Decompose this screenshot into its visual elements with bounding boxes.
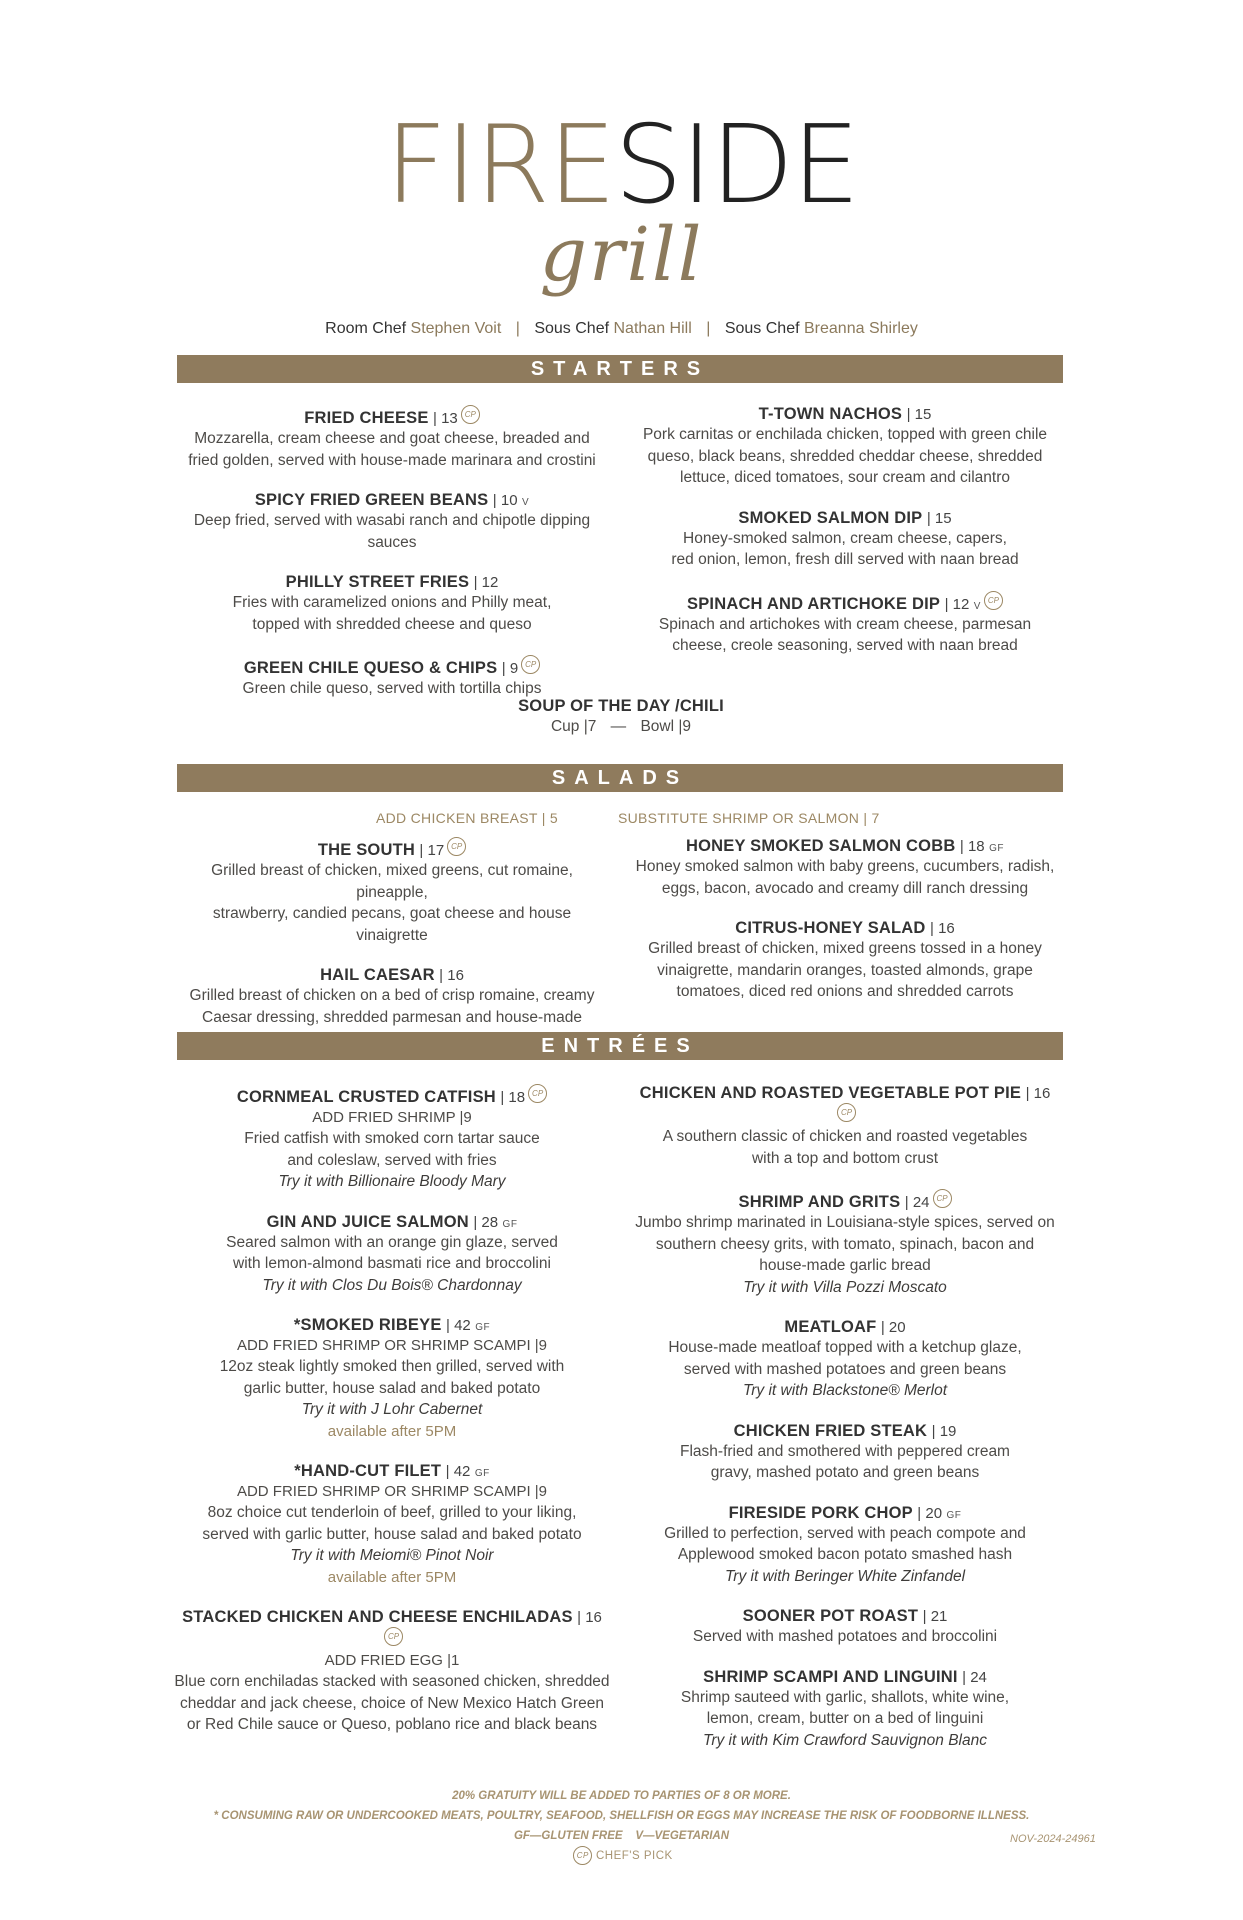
diet-legend: GF—GLUTEN FREE V—VEGETARIAN xyxy=(513,1830,730,1842)
item-name: THE SOUTH xyxy=(317,841,415,859)
item-description: Fries with caramelized onions and Philly meat, xyxy=(232,594,552,611)
chef-role: Sous Chef xyxy=(724,320,800,337)
item-title-line xyxy=(177,405,607,428)
item-description: Shrimp sauteed with garlic, shallots, white wine, xyxy=(680,1688,1010,1706)
chefs-pick-legend xyxy=(0,1846,1243,1866)
menu-item xyxy=(630,591,1060,657)
item-description: Blue corn enchiladas stacked with seasoned chicken, shredded xyxy=(174,1673,610,1690)
item-description: or Red Chile sauce or Queso, poblano rice and black beans xyxy=(186,1716,598,1733)
menu-item xyxy=(630,1607,1060,1648)
item-description: house-made garlic bread xyxy=(759,1257,931,1274)
item-title-line xyxy=(177,573,607,592)
wine-pairing: Try it with Blackstone® Merlot xyxy=(742,1382,948,1399)
item-name: STACKED CHICKEN AND CHEESE ENCHILADAS xyxy=(182,1608,573,1626)
item-description: Seared salmon with an orange gin glaze, served xyxy=(226,1233,558,1251)
item-price: | 12 xyxy=(944,595,970,613)
item-description: Honey-smoked salmon, cream cheese, capers, xyxy=(683,529,1007,547)
item-description: cheese, creole seasoning, served with naan bread xyxy=(672,637,1018,654)
item-price: | 15 xyxy=(926,509,952,527)
menu-item xyxy=(630,837,1060,899)
salads-right-column xyxy=(630,837,1060,1023)
item-description: Applewood smoked bacon potato smashed hash xyxy=(677,1546,1013,1563)
item-name: HONEY SMOKED SALMON COBB xyxy=(686,837,956,855)
item-title-line xyxy=(172,1084,612,1107)
item-name: CHICKEN AND ROASTED VEGETABLE POT PIE xyxy=(639,1084,1022,1102)
starters-left-column xyxy=(177,405,607,720)
item-title-line xyxy=(630,1318,1060,1337)
wine-pairing: Try it with Beringer White Zinfandel xyxy=(724,1567,966,1585)
item-name: SHRIMP AND GRITS xyxy=(738,1193,901,1211)
chef-role: Room Chef xyxy=(325,320,407,337)
menu-item xyxy=(172,1316,612,1442)
item-description: gravy, mashed potato and green beans xyxy=(710,1464,980,1481)
item-name: SMOKED SALMON DIP xyxy=(738,508,923,527)
soup-cup-price: Cup |7 xyxy=(550,718,597,735)
chefs-pick-icon: CP xyxy=(521,655,540,674)
item-price: | 16 xyxy=(1025,1085,1051,1102)
item-addon: ADD FRIED SHRIMP OR SHRIMP SCAMPI |9 xyxy=(236,1337,548,1354)
salad-addon-chicken: ADD CHICKEN BREAST | 5 xyxy=(376,810,558,826)
wine-pairing: Try it with Meiomi® Pinot Noir xyxy=(290,1547,494,1564)
item-description: Green chile queso, served with tortilla chips xyxy=(242,680,542,697)
item-price: | 9 xyxy=(501,660,519,677)
item-description: with lemon-almond basmati rice and broccolini xyxy=(233,1255,551,1272)
section-header-salads: SALADS xyxy=(177,764,1063,792)
chefs-pick-icon: CP xyxy=(984,591,1003,610)
logo-side: SIDE xyxy=(614,103,859,228)
chef-name: Breanna Shirley xyxy=(804,320,918,337)
chef-credits xyxy=(0,320,1243,338)
menu-item xyxy=(630,1504,1060,1588)
item-name: SOUP OF THE DAY /CHILI xyxy=(518,697,724,715)
item-price: | 16 xyxy=(439,967,464,984)
menu-item xyxy=(177,837,607,946)
menu-item xyxy=(630,1189,1060,1298)
item-price: | 16 xyxy=(930,920,955,937)
item-name: GREEN CHILE QUESO & CHIPS xyxy=(243,659,498,677)
item-price: | 24 xyxy=(904,1194,930,1211)
item-title-line xyxy=(630,1084,1060,1126)
diet-mark: GF xyxy=(946,1509,962,1521)
chef-name: Stephen Voit xyxy=(410,320,502,337)
item-title-line xyxy=(630,1607,1060,1626)
item-description: Served with mashed potatoes and broccolini xyxy=(692,1628,998,1645)
item-title-line xyxy=(630,919,1060,938)
item-price: | 16 xyxy=(577,1609,602,1626)
section-header-starters: STARTERS xyxy=(177,355,1063,383)
chefs-pick-icon: CP xyxy=(461,405,480,424)
item-description: vinaigrette, mandarin oranges, toasted almonds, grape xyxy=(657,961,1033,979)
item-price: | 28 xyxy=(473,1213,499,1231)
menu-item xyxy=(630,509,1060,571)
item-price: | 18 xyxy=(959,838,985,855)
wine-pairing: Try it with Billionaire Bloody Mary xyxy=(278,1173,506,1190)
item-description: lemon, cream, butter on a bed of linguini xyxy=(706,1710,984,1727)
menu-item xyxy=(630,1084,1060,1169)
soup-sizes xyxy=(421,716,821,738)
item-title-line xyxy=(172,1608,612,1650)
item-description: fried golden, served with house-made marinara and crostini xyxy=(188,451,596,469)
item-addon: ADD FRIED SHRIMP OR SHRIMP SCAMPI |9 xyxy=(236,1483,548,1500)
menu-item xyxy=(630,405,1060,489)
item-title-line xyxy=(630,1668,1060,1687)
item-name: CORNMEAL CRUSTED CATFISH xyxy=(236,1088,496,1106)
item-description: Honey smoked salmon with baby greens, cucumbers, radish, xyxy=(635,858,1055,875)
item-title-line xyxy=(172,1462,612,1481)
item-description: tomatoes, diced red onions and shredded carrots xyxy=(676,983,1014,1000)
item-name: SOONER POT ROAST xyxy=(742,1607,919,1625)
item-name: PHILLY STREET FRIES xyxy=(285,573,470,591)
menu-code: NOV-2024-24961 xyxy=(1010,1833,1096,1845)
item-name: FRIED CHEESE xyxy=(304,409,429,427)
item-title-line xyxy=(630,1189,1060,1212)
logo-script: grill xyxy=(539,212,704,298)
item-price: | 42 xyxy=(446,1317,471,1334)
item-description: lettuce, diced tomatoes, sour cream and cilantro xyxy=(680,469,1010,486)
item-price: | 42 xyxy=(445,1463,471,1480)
item-name: CITRUS-HONEY SALAD xyxy=(735,919,926,937)
item-price: | 13 xyxy=(433,410,458,427)
item-description: Grilled breast of chicken on a bed of crisp romaine, creamy xyxy=(189,987,595,1004)
entrees-right-column xyxy=(630,1084,1060,1771)
item-description: House-made meatloaf topped with a ketchup glaze, xyxy=(668,1339,1022,1356)
item-description: Mozzarella, cream cheese and goat cheese, breaded and xyxy=(194,430,590,447)
chef-separator: | xyxy=(515,320,520,337)
item-price: | 15 xyxy=(906,406,932,423)
item-title-line xyxy=(177,491,607,510)
menu-item xyxy=(177,573,607,635)
chef-name: Nathan Hill xyxy=(613,320,692,337)
item-description: topped with shredded cheese and queso xyxy=(252,615,532,633)
wine-pairing: Try it with Clos Du Bois® Chardonnay xyxy=(262,1276,522,1294)
item-price: | 21 xyxy=(922,1608,948,1625)
item-price: | 18 xyxy=(500,1089,526,1106)
menu-item xyxy=(172,1608,612,1736)
item-description: served with mashed potatoes and green beans xyxy=(683,1360,1007,1378)
menu-item xyxy=(630,919,1060,1003)
item-name: SHRIMP SCAMPI AND LINGUINI xyxy=(703,1667,958,1686)
item-title-line xyxy=(177,655,607,678)
item-title-line xyxy=(172,1213,612,1232)
salad-addon-shrimp: SUBSTITUTE SHRIMP OR SALMON | 7 xyxy=(618,810,880,826)
menu-item xyxy=(177,655,607,700)
item-description: southern cheesy grits, with tomato, spinach, bacon and xyxy=(655,1235,1035,1253)
wine-pairing: Try it with Villa Pozzi Moscato xyxy=(743,1278,947,1296)
availability-note: available after 5PM xyxy=(327,1568,457,1586)
chefs-pick-icon: CP xyxy=(447,837,466,856)
menu-item xyxy=(172,1462,612,1588)
item-description: 8oz choice cut tenderloin of beef, grilled to your liking, xyxy=(207,1504,577,1521)
menu-item xyxy=(177,491,607,553)
menu-item xyxy=(177,405,607,471)
starters-right-column xyxy=(630,405,1060,677)
menu-item xyxy=(630,1318,1060,1402)
item-description: Jumbo shrimp marinated in Louisiana-style spices, served on xyxy=(635,1214,1055,1231)
item-description: eggs, bacon, avocado and creamy dill ranch dressing xyxy=(661,879,1029,897)
diet-mark: V xyxy=(973,600,981,612)
item-name: *HAND-CUT FILET xyxy=(294,1462,442,1480)
item-price: | 24 xyxy=(962,1668,987,1686)
wine-pairing: Try it with J Lohr Cabernet xyxy=(301,1401,483,1418)
item-name: FIRESIDE PORK CHOP xyxy=(728,1503,913,1522)
item-title-line xyxy=(630,509,1060,528)
chefs-pick-icon: CP xyxy=(528,1084,547,1103)
diet-mark: GF xyxy=(989,843,1004,854)
item-name: HAIL CAESAR xyxy=(320,966,435,984)
availability-note: available after 5PM xyxy=(327,1422,457,1440)
item-description: served with garlic butter, house salad and baked potato xyxy=(202,1525,582,1543)
item-title-line xyxy=(177,966,607,985)
item-description: red onion, lemon, fresh dill served with naan bread xyxy=(671,551,1019,568)
item-title-line xyxy=(177,837,607,860)
chefs-pick-icon: CP xyxy=(573,1846,592,1865)
item-description: Flash-fried and smothered with peppered cream xyxy=(680,1442,1010,1460)
foodborne-warning: * CONSUMING RAW OR UNDERCOOKED MEATS, POULTRY, SEAFOOD, SHELLFISH OR EGGS MAY INCREASE THE RISK OF FOODBORNE ILLNESS. xyxy=(213,1810,1030,1822)
gratuity-note: 20% GRATUITY WILL BE ADDED TO PARTIES OF 8 OR MORE. xyxy=(452,1790,791,1802)
logo-wordmark xyxy=(0,103,1243,228)
item-name: SPICY FRIED GREEN BEANS xyxy=(254,491,489,509)
item-description: garlic butter, house salad and baked potato xyxy=(243,1379,541,1397)
item-price: | 20 xyxy=(917,1504,943,1522)
item-price: | 12 xyxy=(473,574,499,591)
item-description: A southern classic of chicken and roasted vegetables xyxy=(662,1128,1028,1145)
chef-role: Sous Chef xyxy=(534,320,610,337)
item-description: Caesar dressing, shredded parmesan and house-made xyxy=(202,1008,582,1026)
chefs-pick-icon: CP xyxy=(384,1627,403,1646)
item-name: SPINACH AND ARTICHOKE DIP xyxy=(687,594,941,613)
item-description: Deep fried, served with wasabi ranch and chipotle dipping sauces xyxy=(193,512,591,551)
wine-pairing: Try it with Kim Crawford Sauvignon Blanc xyxy=(703,1731,987,1749)
menu-footer xyxy=(0,1786,1243,1866)
soup-dash: — xyxy=(610,718,627,735)
item-addon: ADD FRIED SHRIMP |9 xyxy=(312,1109,472,1126)
item-price: | 10 xyxy=(492,492,518,509)
item-name: *SMOKED RIBEYE xyxy=(293,1316,442,1334)
item-name: GIN AND JUICE SALMON xyxy=(266,1212,469,1231)
restaurant-logo xyxy=(0,103,1243,298)
item-name: T-TOWN NACHOS xyxy=(758,405,903,423)
chefs-pick-label: CHEF'S PICK xyxy=(595,1850,673,1862)
logo-fire: FIRE xyxy=(384,103,615,228)
item-description: and coleslaw, served with fries xyxy=(287,1151,497,1169)
item-description: with a top and bottom crust xyxy=(751,1149,939,1167)
menu-item xyxy=(630,1422,1060,1484)
item-description: Grilled breast of chicken, mixed greens, cut romaine, pineapple, xyxy=(211,862,573,901)
diet-mark: GF xyxy=(474,1468,490,1479)
chef-separator: | xyxy=(706,320,711,337)
item-description: Grilled breast of chicken, mixed greens tossed in a honey xyxy=(648,940,1042,957)
item-title-line xyxy=(630,837,1060,856)
section-header-entrees: ENTRÉES xyxy=(177,1032,1063,1060)
item-description: Grilled to perfection, served with peach compote and xyxy=(664,1524,1026,1542)
item-title-line xyxy=(172,1316,612,1335)
menu-item xyxy=(172,1213,612,1297)
item-description: Pork carnitas or enchilada chicken, topped with green chile xyxy=(642,426,1048,443)
item-description: Spinach and artichokes with cream cheese, parmesan xyxy=(658,615,1032,633)
menu-item xyxy=(630,1668,1060,1752)
diet-mark: GF xyxy=(475,1322,491,1333)
item-description: cheddar and jack cheese, choice of New Mexico Hatch Green xyxy=(180,1694,604,1712)
item-description: queso, black beans, shredded cheddar cheese, shredded xyxy=(647,447,1043,465)
item-title-line xyxy=(630,1422,1060,1441)
item-title-line xyxy=(630,591,1060,614)
soup-item xyxy=(421,697,821,738)
item-description: strawberry, candied pecans, goat cheese and house vinaigrette xyxy=(212,905,572,944)
item-description: 12oz steak lightly smoked then grilled, served with xyxy=(219,1358,565,1375)
menu-item xyxy=(172,1084,612,1193)
item-price: | 20 xyxy=(880,1319,906,1336)
item-addon: ADD FRIED EGG |1 xyxy=(324,1652,460,1669)
chefs-pick-icon: CP xyxy=(837,1103,856,1122)
soup-bowl-price: Bowl |9 xyxy=(640,718,692,735)
entrees-left-column xyxy=(172,1084,612,1756)
item-description: Fried catfish with smoked corn tartar sauce xyxy=(244,1130,540,1147)
diet-mark: V xyxy=(522,497,530,508)
item-title-line xyxy=(630,1504,1060,1523)
item-name: CHICKEN FRIED STEAK xyxy=(733,1421,928,1440)
item-title-line xyxy=(630,405,1060,424)
chefs-pick-icon: CP xyxy=(933,1189,952,1208)
item-price: | 17 xyxy=(419,842,445,859)
item-name: MEATLOAF xyxy=(784,1318,877,1336)
item-price: | 19 xyxy=(931,1422,957,1440)
diet-mark: GF xyxy=(502,1218,518,1230)
